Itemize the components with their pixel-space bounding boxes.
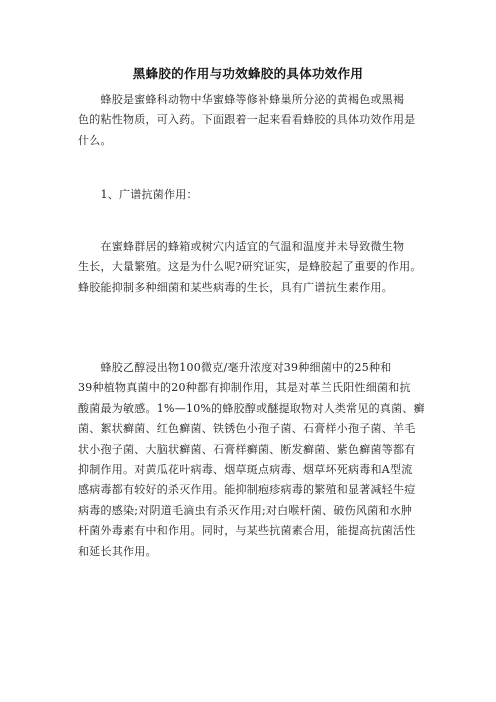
- text-line: 杆菌外毒素有中和作用。同时，与某些抗菌素合用，能提高抗菌活性: [78, 524, 416, 538]
- text-line: 在蜜蜂群居的蜂箱或树穴内适宜的气温和温度并未导致微生物: [78, 240, 405, 253]
- text-line: 病毒的感染;对阴道毛滴虫有杀灭作用;对白喉杆菌、破伤风菌和水肿: [78, 503, 413, 517]
- text-line: 什么。: [78, 133, 112, 147]
- text-line: 蜂胶能抑制多种细菌和某些病毒的生长，具有广谱抗生素作用。: [78, 280, 393, 294]
- text-line: 感病毒都有较好的杀灭作用。能抑制疱疹病毒的繁殖和显著减轻牛痘: [78, 483, 416, 497]
- section-heading: [78, 185, 422, 205]
- text-line: 菌、絮状癣菌、红色癣菌、铁锈色小孢子菌、石膏样小孢子菌、羊毛: [78, 422, 416, 436]
- text-line: 状小孢子菌、大脑状癣菌、石膏样癣菌、断发癣菌、紫色癣菌等都有: [78, 442, 416, 456]
- text-line: 色的粘性物质，可入药。下面跟着一起来看看蜂胶的具体功效作用是: [78, 113, 416, 127]
- text-line: 39种植物真菌中的20种都有抑制作用，其是对革兰氏阳性细菌和抗: [78, 381, 411, 395]
- text-line: 蜂胶是蜜蜂科动物中华蜜蜂等修补蜂巢所分泌的黄褐色或黑褐: [78, 93, 405, 106]
- text-line: 1、广谱抗菌作用：: [78, 188, 198, 201]
- text-line: 蜂胶乙醇浸出物100微克/毫升浓度对39种细菌中的25种和: [78, 361, 392, 374]
- paragraph-environment: [78, 237, 422, 298]
- text-line: 酸菌最为敏感。1%—10%的蜂胶醇或醚提取物对人类常见的真菌、癣: [78, 401, 425, 415]
- text-line: 和延长其作用。: [78, 544, 157, 558]
- text-line: 抑制作用。对黄瓜花叶病毒、烟草斑点病毒、烟草坏死病毒和A型流: [78, 463, 413, 477]
- document-title: 黑蜂胶的作用与功效蜂胶的具体功效作用: [132, 66, 364, 81]
- paragraph-antibacterial: [78, 358, 425, 562]
- paragraph-intro: [78, 90, 422, 151]
- text-line: 生长，大量繁殖。这是为什么呢?研究证实，是蜂胶起了重要的作用。: [78, 260, 422, 274]
